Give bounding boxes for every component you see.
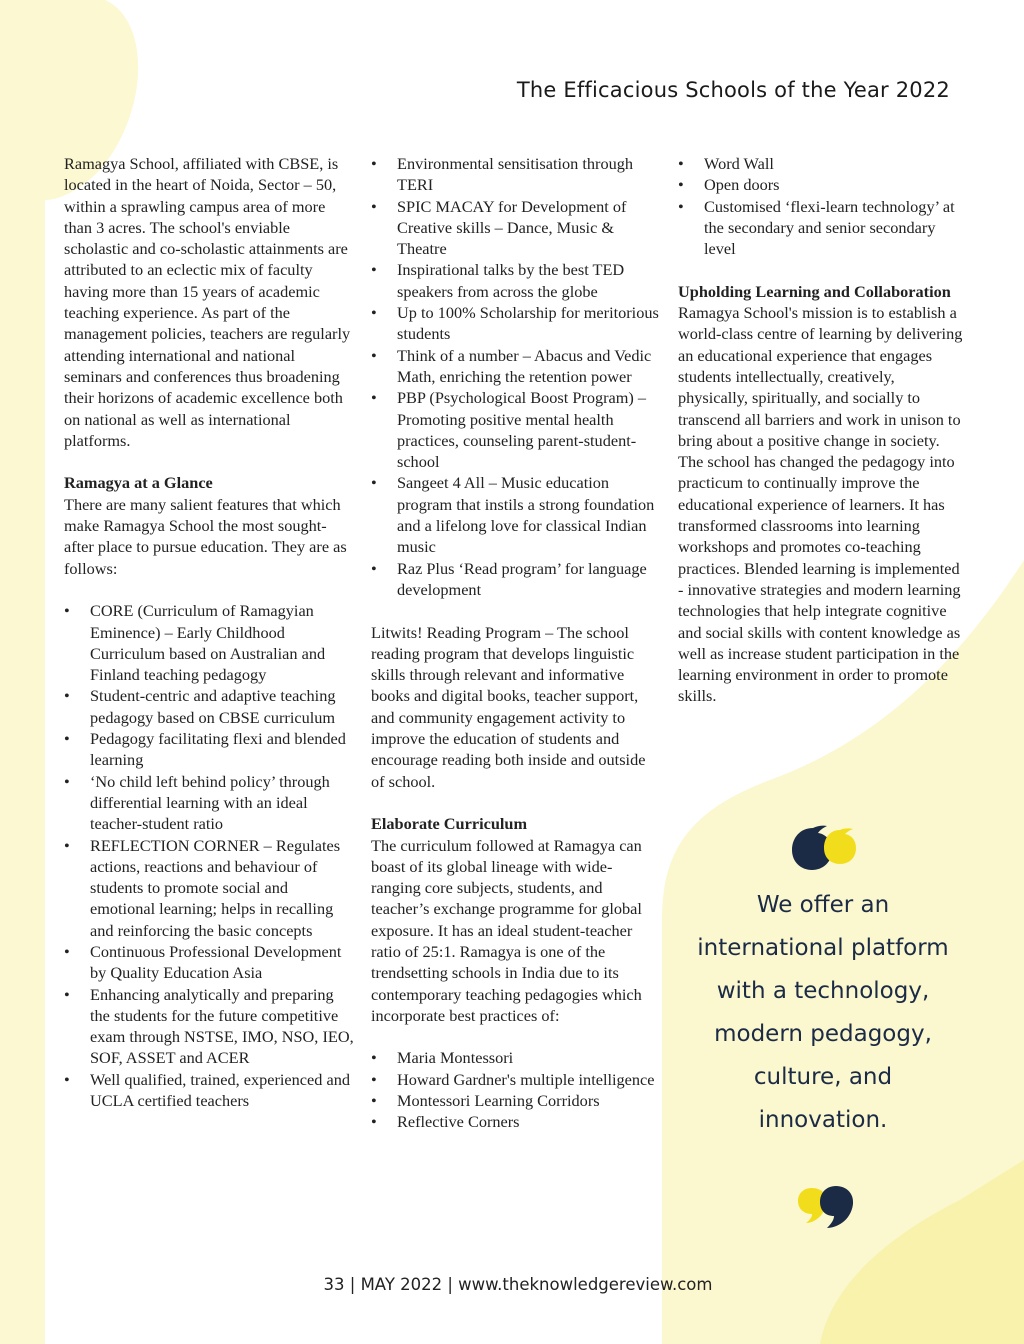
column-3 bbox=[678, 153, 968, 707]
programs-list bbox=[371, 153, 661, 600]
list-item: • CORE (Curriculum of Ramagyian Eminence) – Early Childhood Curriculum based on Australian and Finland teaching pedagogy bbox=[64, 601, 326, 685]
list-item: • Howard Gardner's multiple intelligence bbox=[371, 1069, 655, 1089]
upholding-heading: Upholding Learning and Collaboration bbox=[678, 281, 951, 301]
list-item: • PBP (Psychological Boost Program) – Promoting positive mental health practices, counseling parent-student-school bbox=[371, 388, 647, 472]
list-item: • Pedagogy facilitating flexi and blended learning bbox=[64, 729, 346, 770]
list-item: • Montessori Learning Corridors bbox=[371, 1091, 600, 1111]
list-item: • Up to 100% Scholarship for meritorious students bbox=[371, 303, 659, 344]
list-item: • Maria Montessori bbox=[371, 1048, 514, 1068]
column-2 bbox=[371, 153, 661, 1133]
quote-line: modern pedagogy, bbox=[714, 1021, 932, 1047]
classroom-list bbox=[678, 153, 968, 259]
intro-paragraph: Ramagya School, affiliated with CBSE, is located in the heart of Noida, Sector – 50, within a sprawling campus area of more than 3 acres. The school's enviable scholastic and co-scholastic attainments are attributed to an eclectic mix of faculty having more than 15 years of academic teaching experience. As part of the management policies, teachers are regularly attending international and national seminars and conferences thus broadening their horizons of academic excellence both on national as well as international platforms. bbox=[64, 154, 351, 450]
list-item: • Raz Plus ‘Read program’ for language development bbox=[371, 558, 647, 599]
open-quote-icon bbox=[790, 820, 860, 874]
glance-heading: Ramagya at a Glance bbox=[64, 473, 213, 493]
list-item: • Enhancing analytically and preparing the students for the future competitive exam through NSTSE, IMO, NSO, IEO, SOF, ASSET and ACER bbox=[64, 984, 354, 1068]
glance-paragraph: There are many salient features that which make Ramagya School the most sought-after place to pursue education. They are as follows: bbox=[64, 494, 347, 578]
pull-quote bbox=[672, 810, 974, 1142]
list-item: • Think of a number – Abacus and Vedic Math, enriching the retention power bbox=[371, 345, 652, 386]
list-item: • REFLECTION CORNER – Regulates actions, reactions and behaviour of students to promote social and emotional learning; helps in recalling and reinforcing the basic concepts bbox=[64, 835, 341, 940]
list-item: • ‘No child left behind policy’ through differential learning with an ideal teacher-student ratio bbox=[64, 771, 330, 834]
quote-line: international platform bbox=[697, 935, 949, 961]
quote-line: with a technology, bbox=[716, 978, 930, 1004]
column-1 bbox=[64, 153, 354, 1111]
page-header-title: The Efficacious Schools of the Year 2022 bbox=[516, 78, 950, 102]
list-item: • Student-centric and adaptive teaching pedagogy based on CBSE curriculum bbox=[64, 686, 336, 727]
quote-text bbox=[672, 884, 974, 1142]
curriculum-paragraph: The curriculum followed at Ramagya can boast of its global lineage with wide-ranging core subjects, students, and teacher’s exchange programme for global exposure. It has an ideal student-teacher ratio of 25:1. Ramagya is one of the trendsetting schools in India due to its contemporary teaching pedagogies which incorporate best practices of: bbox=[371, 835, 642, 1025]
list-item: • Word Wall bbox=[678, 154, 774, 173]
curriculum-heading: Elaborate Curriculum bbox=[371, 814, 528, 834]
quote-line: We offer an bbox=[756, 892, 890, 918]
quote-line: culture, and bbox=[753, 1064, 893, 1090]
close-quote-icon bbox=[796, 1184, 856, 1230]
list-item: • Continuous Professional Development by Quality Education Asia bbox=[64, 941, 342, 983]
page-footer: 33 | MAY 2022 | www.theknowledgereview.com bbox=[323, 1275, 713, 1294]
list-item: • Customised ‘flexi-learn technology’ at the secondary and senior secondary level bbox=[678, 196, 955, 259]
list-item: • Open doors bbox=[678, 175, 780, 195]
list-item: • Well qualified, trained, experienced and UCLA certified teachers bbox=[64, 1069, 350, 1111]
mission-paragraph: Ramagya School's mission is to establish a world-class centre of learning by delivering an educational experience that engages students intellectually, creatively, physically, spiritually, and socially to transcend all barriers and work in unison to bring about a positive change in society. bbox=[678, 303, 963, 450]
practices-list bbox=[371, 1047, 661, 1132]
quote-line: innovation. bbox=[758, 1107, 888, 1133]
features-list bbox=[64, 600, 354, 1111]
litwits-paragraph: Litwits! Reading Program – The school reading program that develops linguistic skills through relevant and informative books and digital books, teacher support, and community engagement activity to improve the education of students and encourage reading both inside and outside of school. bbox=[371, 622, 646, 791]
list-item: • SPIC MACAY for Development of Creative skills – Dance, Music & Theatre bbox=[371, 196, 627, 259]
list-item: • Reflective Corners bbox=[371, 1112, 520, 1132]
list-item: • Environmental sensitisation through TERI bbox=[371, 154, 634, 195]
list-item: • Inspirational talks by the best TED speakers from across the globe bbox=[371, 260, 625, 301]
pedagogy-paragraph: The school has changed the pedagogy into practicum to continually improve the educational experience of learners. It has transformed classrooms into learning workshops and promotes co-teaching practices. Blended learning is implemented - innovative strategies and modern learning technologies that help integrate cognitive and social skills with content knowledge as well as increase student participation in the learning environment in order to promote skills. bbox=[678, 452, 961, 706]
list-item: • Sangeet 4 All – Music education program that instils a strong foundation and a lifelong love for classical Indian music bbox=[371, 473, 655, 557]
